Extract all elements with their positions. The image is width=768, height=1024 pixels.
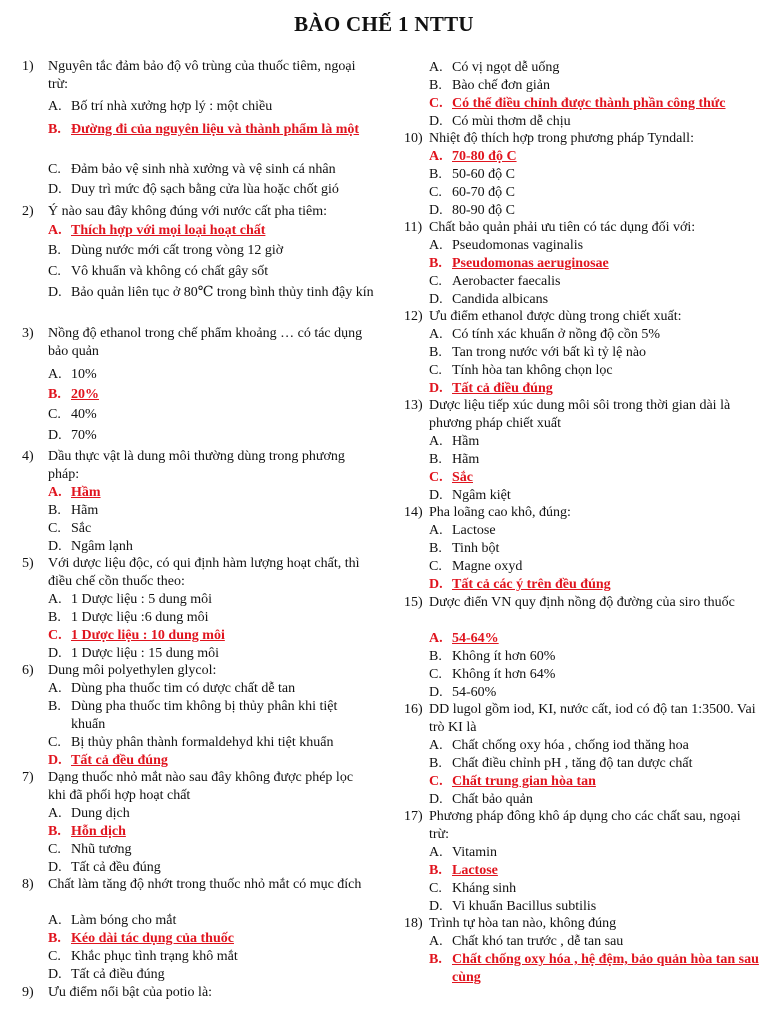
question-text: Chất bảo quản phải ưu tiên có tác dụng đối với: xyxy=(429,220,696,235)
answer-option xyxy=(48,538,374,556)
option-letter: C. xyxy=(48,521,61,536)
option-letter: D. xyxy=(48,428,62,443)
option-letter: C. xyxy=(48,162,61,177)
option-text: Chất chống oxy hóa , chống iod thăng hoa xyxy=(452,738,689,753)
answer-option-correct xyxy=(48,752,374,770)
answer-option xyxy=(48,680,374,698)
option-text: 1 Dược liệu : 5 dung môi xyxy=(71,592,212,607)
option-letter: A. xyxy=(48,681,62,696)
question-number: 1) xyxy=(22,59,34,74)
answer-option xyxy=(48,734,374,752)
answer-option-correct xyxy=(429,862,760,880)
question-text: Dạng thuốc nhỏ mắt nào sau đây không được phép lọc khi đã phối hợp hoạt chất xyxy=(48,770,354,803)
option-letter: B. xyxy=(429,452,442,467)
question-text: Phương pháp đông khô áp dụng cho các chất sau, ngoại trừ: xyxy=(429,809,741,842)
answer-option-correct xyxy=(429,469,760,487)
option-text: Dùng nước mới cất trong vòng 12 giờ xyxy=(71,243,284,258)
question-text: Nguyên tắc đảm bảo độ vô trùng của thuốc tiêm, ngoại trừ: xyxy=(48,59,356,92)
option-text: Thích hợp với mọi loại hoạt chất xyxy=(71,223,266,238)
option-letter: A. xyxy=(48,223,62,238)
answer-option xyxy=(429,451,760,469)
option-text: Sắc xyxy=(452,470,473,485)
option-letter: A. xyxy=(429,238,443,253)
option-text: 50-60 độ C xyxy=(452,167,515,182)
option-letter: A. xyxy=(429,60,443,75)
question xyxy=(404,701,760,737)
answer-option xyxy=(429,113,760,131)
option-letter: A. xyxy=(429,523,443,538)
answer-option xyxy=(429,666,760,684)
option-text: Tinh bột xyxy=(452,541,500,556)
answer-option-correct xyxy=(429,148,760,166)
option-letter: A. xyxy=(48,99,62,114)
question-number: 16) xyxy=(404,702,423,717)
answer-option xyxy=(429,898,760,916)
option-text: Hãm xyxy=(452,452,480,467)
option-text: Đường đi của nguyên liệu và thành phẩm là một xyxy=(71,122,360,137)
option-letter: B. xyxy=(48,122,61,137)
answer-option-correct xyxy=(48,222,374,240)
option-text: Duy trì mức độ sạch bằng cửa lùa hoặc chốt gió xyxy=(71,182,339,197)
answer-option-correct xyxy=(48,930,374,948)
answer-option-correct xyxy=(48,121,374,139)
answer-option xyxy=(429,59,760,77)
answer-option xyxy=(429,487,760,505)
answer-option xyxy=(429,273,760,291)
answer-option xyxy=(48,284,374,302)
answer-option xyxy=(429,344,760,362)
question-number: 6) xyxy=(22,663,34,678)
question-text: Với dược liệu độc, có qui định hàm lượng hoạt chất, thì điều chế cồn thuốc theo: xyxy=(48,556,360,589)
option-text: Bào chế đơn giản xyxy=(452,78,550,93)
question xyxy=(22,662,374,680)
answer-option xyxy=(429,540,760,558)
answer-option xyxy=(429,326,760,344)
option-letter: B. xyxy=(429,345,442,360)
option-text: Tan trong nước với bất kì tỷ lệ nào xyxy=(452,345,647,360)
question xyxy=(22,769,374,805)
option-letter: D. xyxy=(429,292,443,307)
option-text: 1 Dược liệu :6 dung môi xyxy=(71,610,209,625)
question xyxy=(22,876,374,894)
option-letter: B. xyxy=(429,649,442,664)
option-letter: B. xyxy=(429,256,442,271)
question-number: 10) xyxy=(404,131,423,146)
question-text: Ưu điểm nổi bật của potio là: xyxy=(48,985,213,1000)
option-letter: D. xyxy=(48,539,62,554)
question-number: 2) xyxy=(22,204,34,219)
option-text: Nhũ tương xyxy=(71,842,132,857)
option-text: Tất cả điều đúng xyxy=(71,967,165,982)
option-text: 20% xyxy=(71,387,99,402)
option-text: Lactose xyxy=(452,863,498,878)
option-text: Dung dịch xyxy=(71,806,130,821)
answer-option-correct xyxy=(429,773,760,791)
option-letter: B. xyxy=(48,243,61,258)
option-letter: C. xyxy=(429,185,442,200)
option-letter: B. xyxy=(429,78,442,93)
option-text: Pseudomonas vaginalis xyxy=(452,238,584,253)
option-letter: C. xyxy=(48,264,61,279)
option-text: 1 Dược liệu : 10 dung môi xyxy=(71,628,225,643)
answer-option-correct xyxy=(429,951,760,987)
answer-option xyxy=(429,755,760,773)
answer-option xyxy=(429,433,760,451)
option-text: 54-64% xyxy=(452,631,499,646)
option-text: Tất cả các ý trên đều đúng xyxy=(452,577,611,592)
question-number: 17) xyxy=(404,809,423,824)
option-letter: C. xyxy=(429,470,443,485)
option-text: Hỗn dịch xyxy=(71,824,126,839)
option-text: Ngâm kiệt xyxy=(452,488,511,503)
answer-option xyxy=(48,912,374,930)
option-text: 70% xyxy=(71,428,97,443)
option-letter: A. xyxy=(429,149,443,164)
option-letter: D. xyxy=(429,899,443,914)
question-text: Dược liệu tiếp xúc dung môi sôi trong thời gian dài là phương pháp chiết xuất xyxy=(429,398,731,431)
question-number: 18) xyxy=(404,916,423,931)
question-text: DD lugol gồm iod, KI, nước cất, iod có độ tan 1:3500. Vai trò KI là xyxy=(429,702,756,735)
option-letter: C. xyxy=(429,363,442,378)
answer-option-correct xyxy=(429,630,760,648)
option-letter: B. xyxy=(48,931,61,946)
answer-option-correct xyxy=(429,95,760,113)
answer-option xyxy=(429,184,760,202)
option-letter: D. xyxy=(429,685,443,700)
option-text: Ngâm lạnh xyxy=(71,539,133,554)
option-text: Có thể điều chỉnh được thành phần công thức xyxy=(452,96,726,111)
option-letter: A. xyxy=(48,367,62,382)
option-letter: C. xyxy=(429,96,443,111)
answer-option xyxy=(429,737,760,755)
answer-option xyxy=(48,242,374,260)
question xyxy=(404,594,760,612)
option-letter: C. xyxy=(429,881,442,896)
question-text: Trình tự hòa tan nào, không đúng xyxy=(429,916,617,931)
answer-option-correct xyxy=(48,823,374,841)
answer-option-correct xyxy=(48,627,374,645)
answer-option xyxy=(48,859,374,877)
option-text: Bị thủy phân thành formaldehyd khi tiệt khuẩn xyxy=(71,735,334,750)
option-letter: C. xyxy=(429,274,442,289)
answer-option xyxy=(429,202,760,220)
option-text: Bố trí nhà xưởng hợp lý : một chiều xyxy=(71,99,273,114)
option-letter: B. xyxy=(429,952,442,967)
question xyxy=(404,219,760,237)
question-text: Dung môi polyethylen glycol: xyxy=(48,663,217,678)
answer-option xyxy=(48,609,374,627)
document-title: BÀO CHẾ 1 NTTU xyxy=(294,12,474,36)
question xyxy=(404,308,760,326)
option-text: Chất khó tan trước , dễ tan sau xyxy=(452,934,624,949)
option-letter: D. xyxy=(429,488,443,503)
question-number: 13) xyxy=(404,398,423,413)
option-letter: C. xyxy=(48,735,61,750)
option-letter: A. xyxy=(429,934,443,949)
option-text: 60-70 độ C xyxy=(452,185,515,200)
option-letter: C. xyxy=(48,842,61,857)
option-letter: D. xyxy=(48,646,62,661)
option-letter: D. xyxy=(48,182,62,197)
option-text: Đảm bảo vệ sinh nhà xưởng và vệ sinh cá nhân xyxy=(71,162,336,177)
question-number: 9) xyxy=(22,985,34,1000)
option-text: Hầm xyxy=(452,434,480,449)
question-text: Pha loãng cao khô, đúng: xyxy=(429,505,571,520)
option-letter: C. xyxy=(429,559,442,574)
answer-option xyxy=(48,502,374,520)
option-letter: B. xyxy=(429,541,442,556)
option-letter: D. xyxy=(429,114,443,129)
option-text: Kháng sinh xyxy=(452,881,517,896)
question-text: Ý nào sau đây không đúng với nước cất pha tiêm: xyxy=(48,204,328,219)
option-letter: D. xyxy=(48,860,62,875)
option-letter: B. xyxy=(48,387,61,402)
question xyxy=(404,808,760,844)
option-text: 80-90 độ C xyxy=(452,203,515,218)
answer-option xyxy=(429,684,760,702)
option-letter: D. xyxy=(48,967,62,982)
option-text: Tất cả điều đúng xyxy=(452,381,553,396)
question xyxy=(404,504,760,522)
option-letter: B. xyxy=(48,699,61,714)
option-text: Chất bảo quản xyxy=(452,792,533,807)
question-number: 14) xyxy=(404,505,423,520)
option-text: 1 Dược liệu : 15 dung môi xyxy=(71,646,219,661)
option-text: Vitamin xyxy=(452,845,498,860)
question-text: Chất làm tăng độ nhớt trong thuốc nhỏ mắt có mục đích xyxy=(48,877,362,892)
option-text: 54-60% xyxy=(452,685,497,700)
answer-option xyxy=(429,880,760,898)
answer-option xyxy=(48,427,374,445)
answer-option xyxy=(48,645,374,663)
option-text: Chất trung gian hòa tan xyxy=(452,774,596,789)
option-letter: C. xyxy=(429,667,442,682)
question-text: Nhiệt độ thích hợp trong phương pháp Tyndall: xyxy=(429,131,694,146)
question xyxy=(404,915,760,933)
option-text: Kéo dài tác dụng của thuốc xyxy=(71,931,234,946)
option-text: 10% xyxy=(71,367,97,382)
question xyxy=(22,325,374,361)
option-letter: A. xyxy=(429,434,443,449)
question-number: 11) xyxy=(404,220,423,235)
option-letter: C. xyxy=(429,774,443,789)
option-letter: C. xyxy=(48,407,61,422)
option-text: Aerobacter faecalis xyxy=(452,274,561,289)
option-letter: B. xyxy=(48,610,61,625)
option-text: Dùng pha thuốc tim không bị thủy phân khi tiệt khuẩn xyxy=(71,699,338,732)
answer-option xyxy=(429,291,760,309)
option-text: Tất cả đều đúng xyxy=(71,753,168,768)
answer-option xyxy=(48,698,374,734)
answer-option-correct xyxy=(429,380,760,398)
option-text: Có vị ngọt dễ uống xyxy=(452,60,560,75)
option-text: Pseudomonas aeruginosae xyxy=(452,256,609,271)
option-text: Chất điều chỉnh pH , tăng độ tan dược chất xyxy=(452,756,693,771)
option-text: Lactose xyxy=(452,523,496,538)
answer-option xyxy=(429,522,760,540)
option-text: 40% xyxy=(71,407,97,422)
option-text: Sắc xyxy=(71,521,92,536)
option-text: 70-80 độ C xyxy=(452,149,517,164)
option-text: Candida albicans xyxy=(452,292,549,307)
answer-option xyxy=(429,237,760,255)
option-text: Tính hòa tan không chọn lọc xyxy=(452,363,613,378)
answer-option-correct xyxy=(48,386,374,404)
question-number: 8) xyxy=(22,877,34,892)
question-text: Dầu thực vật là dung môi thường dùng trong phương pháp: xyxy=(48,449,345,482)
answer-option xyxy=(429,844,760,862)
question xyxy=(404,397,760,433)
answer-option xyxy=(429,791,760,809)
answer-option xyxy=(48,841,374,859)
option-letter: B. xyxy=(429,756,442,771)
answer-option-correct xyxy=(429,576,760,594)
answer-option xyxy=(48,181,374,199)
option-text: Làm bóng cho mắt xyxy=(71,913,177,928)
option-text: Có tính xác khuẩn ở nồng độ cồn 5% xyxy=(452,327,661,342)
question xyxy=(22,203,374,221)
answer-option xyxy=(48,98,374,116)
answer-option xyxy=(429,648,760,666)
question-number: 3) xyxy=(22,326,34,341)
answer-option xyxy=(48,520,374,538)
question xyxy=(22,58,374,94)
option-text: Magne oxyd xyxy=(452,559,523,574)
answer-option xyxy=(429,362,760,380)
question-number: 4) xyxy=(22,449,34,464)
option-text: Không ít hơn 60% xyxy=(452,649,556,664)
option-text: Có mùi thơm dễ chịu xyxy=(452,114,571,129)
option-letter: D. xyxy=(429,381,443,396)
option-letter: D. xyxy=(429,792,443,807)
question-number: 7) xyxy=(22,770,34,785)
option-letter: C. xyxy=(48,949,61,964)
option-letter: B. xyxy=(429,167,442,182)
question-text: Dược điển VN quy định nồng độ đường của siro thuốc xyxy=(429,595,735,610)
option-text: Vô khuẩn và không có chất gây sốt xyxy=(71,264,269,279)
option-letter: B. xyxy=(429,863,442,878)
question xyxy=(22,555,374,591)
option-letter: B. xyxy=(48,503,61,518)
question xyxy=(22,984,374,1002)
answer-option xyxy=(429,933,760,951)
option-letter: D. xyxy=(48,753,62,768)
answer-option xyxy=(48,406,374,424)
option-letter: B. xyxy=(48,824,61,839)
answer-option xyxy=(48,161,374,179)
answer-option xyxy=(429,166,760,184)
option-text: Không ít hơn 64% xyxy=(452,667,556,682)
question-number: 5) xyxy=(22,556,34,571)
question xyxy=(404,130,760,148)
option-letter: A. xyxy=(429,631,443,646)
question-text: Nồng độ ethanol trong chế phẩm khoảng … có tác dụng bảo quản xyxy=(48,326,363,359)
option-letter: D. xyxy=(429,577,443,592)
option-letter: A. xyxy=(429,738,443,753)
answer-option-correct xyxy=(48,484,374,502)
question-text: Ưu điểm ethanol được dùng trong chiết xuất: xyxy=(429,309,682,324)
option-letter: A. xyxy=(429,845,443,860)
option-letter: A. xyxy=(48,806,62,821)
answer-option xyxy=(429,558,760,576)
question-number: 12) xyxy=(404,309,423,324)
answer-option xyxy=(48,263,374,281)
answer-option xyxy=(48,966,374,984)
option-text: Hầm xyxy=(71,485,101,500)
answer-option xyxy=(48,366,374,384)
option-letter: A. xyxy=(48,592,62,607)
option-letter: A. xyxy=(429,327,443,342)
option-text: Dùng pha thuốc tim có dược chất dễ tan xyxy=(71,681,296,696)
answer-option xyxy=(48,805,374,823)
option-text: Vi khuẩn Bacillus subtilis xyxy=(452,899,597,914)
answer-option-correct xyxy=(429,255,760,273)
option-letter: D. xyxy=(48,285,62,300)
answer-option xyxy=(48,948,374,966)
question xyxy=(22,448,374,484)
option-letter: A. xyxy=(48,913,62,928)
option-text: Chất chống oxy hóa , hệ đệm, bảo quản hòa tan sau cùng xyxy=(452,952,759,985)
option-text: Tất cả đều đúng xyxy=(71,860,161,875)
question-number: 15) xyxy=(404,595,423,610)
option-letter: C. xyxy=(48,628,62,643)
option-text: Bảo quản liên tục ở 80℃ trong bình thủy tinh đậy kín xyxy=(71,285,374,300)
option-text: Hãm xyxy=(71,503,99,518)
answer-option xyxy=(429,77,760,95)
answer-option xyxy=(48,591,374,609)
option-letter: D. xyxy=(429,203,443,218)
option-text: Khắc phục tình trạng khô mắt xyxy=(71,949,238,964)
option-letter: A. xyxy=(48,485,62,500)
